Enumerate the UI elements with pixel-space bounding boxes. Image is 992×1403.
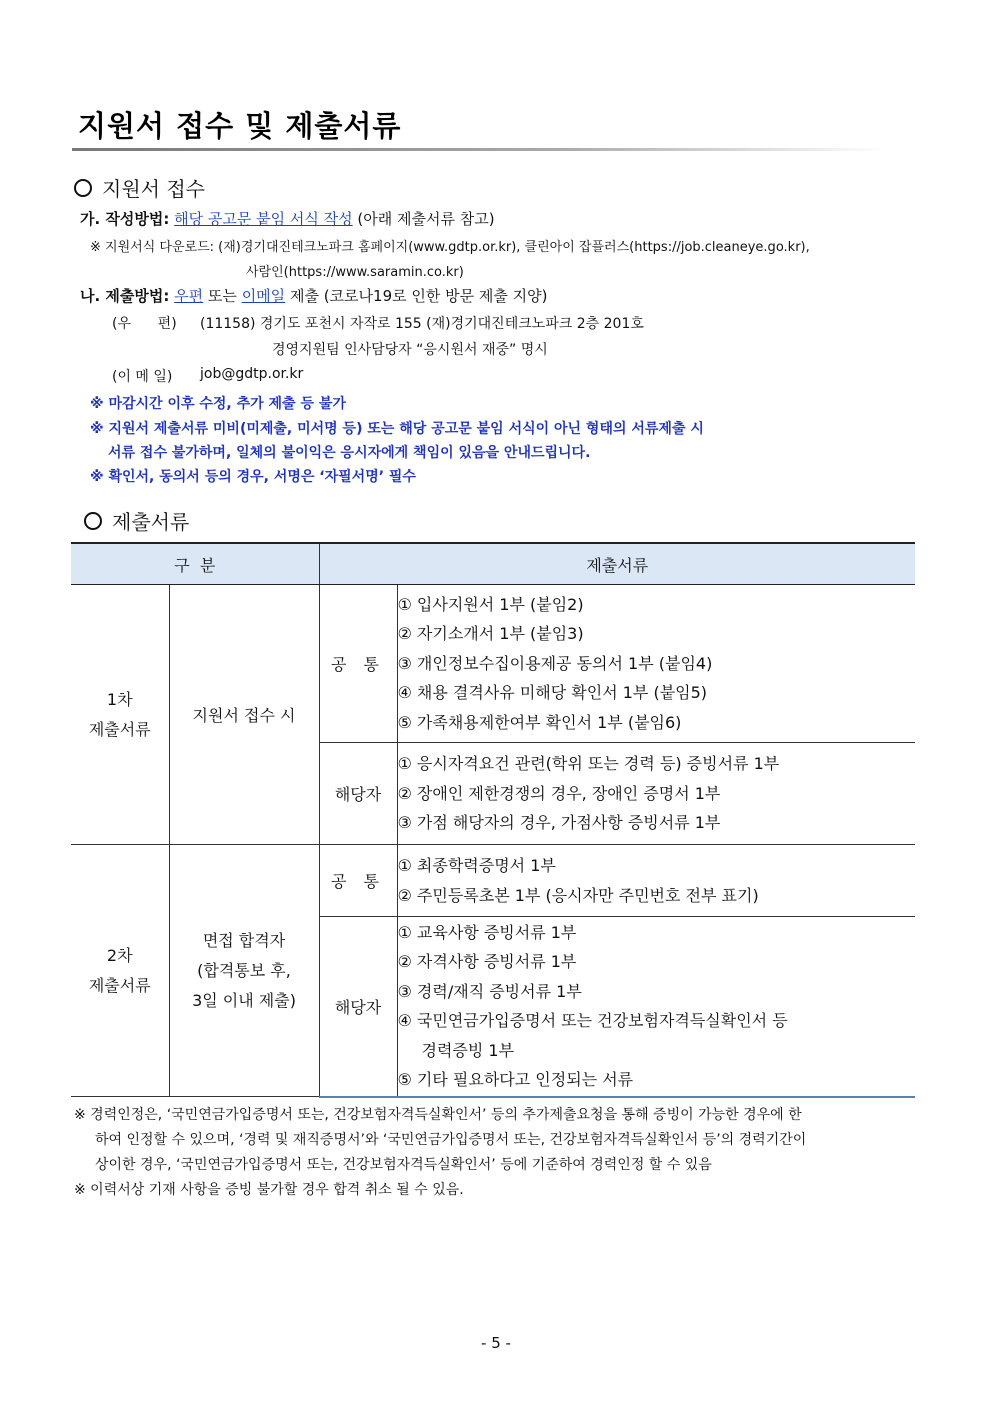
list-item: ⑤ 가족채용제한여부 확인서 1부 (붙임6)	[397, 712, 682, 732]
header-documents: 제출서류	[319, 543, 915, 585]
download-line: ※ 지원서식 다운로드: (재)경기대진테크노파크 홈페이지(www.gdtp.or.kr), 클린아이 잡플러스(https://job.cleaneye.go.kr),	[90, 240, 810, 255]
footnote-line2: 하여 인정할 수 있으며, ‘경력 및 재직증명서’와 ‘국민연금가입증명서 또는, 건강보험자격득실확인서 등’의 경력기간이	[95, 1132, 807, 1148]
section-heading-documents	[84, 506, 189, 535]
list-item: ① 교육사항 증빙서류 1부	[397, 922, 577, 942]
notice-signature: ※ 확인서, 동의서 등의 경우, 서명은 ‘자필서명’ 필수	[90, 469, 416, 485]
section-heading-text: 지원서 접수	[102, 177, 205, 201]
email-address: job@gdtp.or.kr	[200, 366, 304, 382]
post-address-note: 경영지원팀 인사담당자 “응시원서 재중” 명시	[272, 342, 548, 358]
post-address: (11158) 경기도 포천시 자작로 155 (재)경기대진테크노파크 2층 201호	[200, 316, 644, 332]
download-line-cont: 사람인(https://www.saramin.co.kr)	[246, 265, 464, 280]
post-link[interactable]: 우편	[174, 287, 204, 305]
method-link[interactable]: 해당 공고문 붙임 서식 작성	[174, 210, 353, 228]
list-item: ② 자기소개서 1부 (붙임3)	[397, 624, 584, 644]
stage-second-when-line3: 3일 이내 제출)	[192, 990, 296, 1010]
stage-first-line2: 제출서류	[88, 719, 151, 739]
list-item: ③ 경력/재직 증빙서류 1부	[397, 981, 582, 1001]
list-item: ① 입사지원서 1부 (붙임2)	[397, 594, 584, 614]
table-row	[71, 845, 915, 917]
first-target-label: 해당자	[319, 743, 397, 845]
table-header-row	[71, 543, 915, 585]
notice-missing-docs: ※ 지원서 제출서류 미비(미제출, 미서명 등) 또는 해당 공고문 붙임 서식이 아닌 형태의 서류제출 시	[90, 421, 704, 437]
second-target-items	[397, 917, 915, 1097]
second-common-label: 공 통	[319, 845, 397, 917]
second-common-items	[397, 845, 915, 917]
list-item: ① 최종학력증명서 1부	[397, 856, 556, 875]
list-item: ⑤ 기타 필요하다고 인정되는 서류	[397, 1070, 634, 1090]
page-number: - 5 -	[481, 1334, 511, 1352]
list-item: ② 장애인 제한경쟁의 경우, 장애인 증명서 1부	[397, 783, 721, 803]
circle-bullet-icon	[74, 179, 92, 197]
footnote-line4: ※ 이력서상 기재 사항을 증빙 불가할 경우 합격 취소 될 수 있음.	[74, 1182, 464, 1198]
list-item: ② 주민등록초본 1부 (응시자만 주민번호 전부 표기)	[397, 885, 759, 905]
section-heading-text: 제출서류	[112, 510, 190, 534]
list-item: ② 자격사항 증빙서류 1부	[397, 952, 577, 972]
email-label: (이 메 일)	[112, 369, 173, 385]
section-heading-application	[74, 173, 205, 202]
method-rest: (아래 제출서류 참고)	[357, 210, 495, 228]
title-underline	[72, 148, 887, 151]
list-item: ③ 가점 해당자의 경우, 가점사항 증빙서류 1부	[397, 813, 721, 833]
stage-second-when	[169, 845, 319, 1097]
method-label: 가. 작성방법:	[80, 210, 170, 228]
footnote-line1: ※ 경력인정은, ‘국민연금가입증명서 또는, 건강보험자격득실확인서’ 등의 추가제출요청을 통해 증빙이 가능한 경우에 한	[74, 1107, 802, 1123]
stage-first-when: 지원서 접수 시	[169, 585, 319, 845]
footnote-line3: 상이한 경우, ‘국민연금가입증명서 또는, 건강보험자격득실확인서’ 등에 기준하여 경력인정 할 수 있음	[95, 1157, 712, 1173]
first-common-items	[397, 585, 915, 743]
notice-missing-docs-cont: 서류 접수 불가하며, 일체의 불이익은 응시자에게 책임이 있음을 안내드립니다.	[108, 445, 591, 461]
stage-second-line2: 제출서류	[88, 975, 151, 995]
table-row	[71, 585, 915, 743]
list-item: ① 응시자격요건 관련(학위 또는 경력 등) 증빙서류 1부	[397, 754, 780, 774]
submit-method-line	[80, 285, 547, 306]
email-link[interactable]: 이메일	[241, 287, 286, 305]
post-label: (우 편)	[112, 316, 177, 332]
first-common-label: 공 통	[319, 585, 397, 743]
first-target-items	[397, 743, 915, 845]
submit-or: 또는	[207, 287, 237, 305]
stage-second-line1: 2차	[106, 945, 133, 965]
notice-deadline: ※ 마감시간 이후 수정, 추가 제출 등 불가	[90, 396, 346, 412]
submit-label: 나. 제출방법:	[80, 287, 170, 305]
header-category: 구 분	[71, 543, 319, 585]
circle-bullet-icon	[84, 512, 102, 530]
stage-first	[71, 585, 169, 845]
stage-first-line1: 1차	[106, 689, 133, 709]
list-item: 경력증빙 1부	[421, 1040, 515, 1060]
list-item: ④ 국민연금가입증명서 또는 건강보험자격득실확인서 등	[397, 1011, 788, 1031]
page-title: 지원서 접수 및 제출서류	[78, 109, 402, 143]
list-item: ③ 개인정보수집이용제공 동의서 1부 (붙임4)	[397, 653, 713, 673]
documents-table	[71, 542, 915, 1098]
list-item: ④ 채용 결격사유 미해당 확인서 1부 (붙임5)	[397, 683, 708, 703]
method-line	[80, 208, 495, 229]
submit-rest: 제출 (코로나19로 인한 방문 제출 지양)	[289, 287, 548, 305]
second-target-label: 해당자	[319, 917, 397, 1097]
stage-second-when-line1: 면접 합격자	[202, 930, 286, 950]
stage-second-when-line2: (합격통보 후,	[197, 960, 291, 980]
stage-second	[71, 845, 169, 1097]
